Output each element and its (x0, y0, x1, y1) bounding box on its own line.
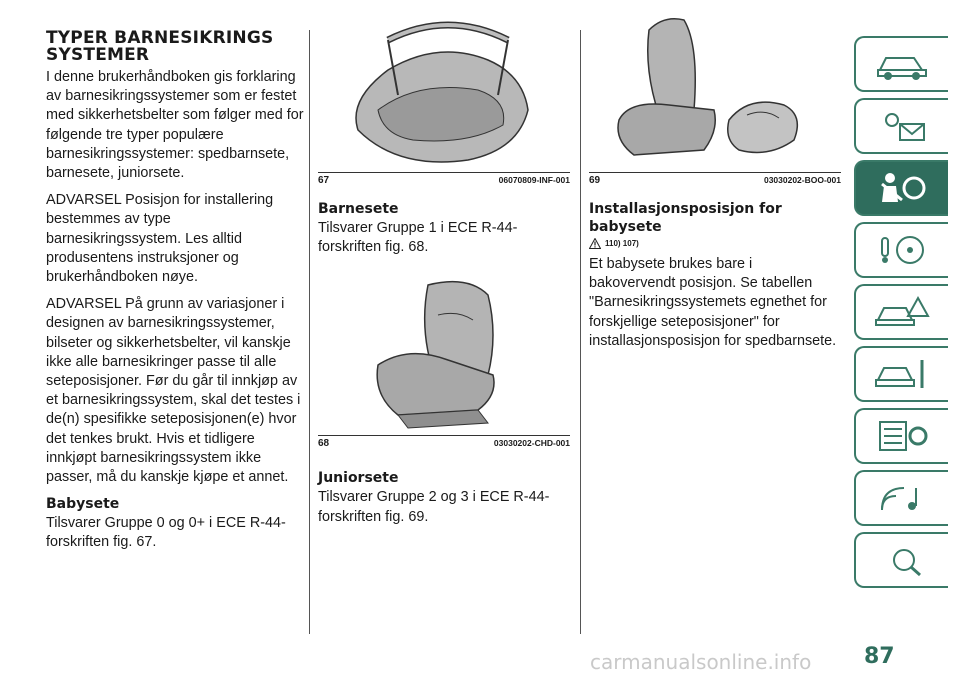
barnesete-title: Barnesete (318, 201, 399, 217)
figure-code: 06070809-INF-001 (498, 175, 570, 185)
warning-paragraph-1: ADVARSEL Posisjon for installering bestemmes av type barnesikringssystem. Les alltid produsentens instruksjoner og brukerhåndboken nøye. (46, 192, 274, 286)
install-title: Installasjonsposisjon for babysete (589, 201, 782, 235)
babysete-text: Tilsvarer Gruppe 0 og 0+ i ECE R-44-forskriften fig. 67. (46, 515, 286, 551)
figure-code: 03030202-BOO-001 (763, 175, 841, 185)
column-left (46, 30, 308, 561)
barnesete-text: Tilsvarer Gruppe 1 i ECE R-44-forskriften fig. 68. (318, 220, 518, 256)
figure-caption (318, 175, 570, 186)
car-overview-icon (872, 46, 932, 82)
chapter-sidebar (854, 36, 950, 594)
figure-68 (318, 275, 570, 449)
figure-code: 03030202-CHD-001 (493, 438, 570, 449)
juniorsete-text: Tilsvarer Gruppe 2 og 3 i ECE R-44-forskriften fig. 69. (318, 489, 550, 525)
babysete-title: Babysete (46, 496, 120, 513)
tab-technical-data[interactable] (854, 408, 948, 464)
tab-index[interactable] (854, 532, 948, 588)
warning-lights-icon (872, 108, 932, 144)
figure-67 (318, 0, 570, 186)
tab-warning-lights[interactable] (854, 98, 948, 154)
warning-ref-numbers: 110) 107) (605, 239, 639, 248)
figure-number: 69 (589, 175, 601, 186)
column-divider-1 (309, 30, 310, 634)
child-seat-illustration (318, 275, 570, 435)
tab-car-overview[interactable] (854, 36, 948, 92)
warning-triangle-icon (589, 238, 601, 249)
infant-carrier-illustration (318, 0, 570, 172)
figure-number: 67 (318, 175, 330, 186)
emergency-icon (872, 294, 932, 330)
page-number: 87 (864, 644, 895, 669)
caption-rule (589, 172, 841, 173)
figure-caption (318, 438, 570, 449)
tab-starting-driving[interactable] (854, 222, 948, 278)
figure-number: 68 (318, 438, 330, 450)
caption-rule (318, 435, 570, 436)
multimedia-icon (872, 480, 932, 516)
figure-caption (589, 175, 841, 186)
watermark-text: carmanualsonline.info (590, 650, 812, 674)
index-icon (872, 542, 932, 578)
tab-maintenance[interactable] (854, 346, 948, 402)
technical-data-icon (872, 418, 932, 454)
juniorsete-title: Juniorsete (318, 470, 399, 487)
booster-seat-illustration (589, 0, 841, 172)
tab-safety[interactable] (854, 160, 948, 216)
install-text: Et babysete brukes bare i bakovervendt posisjon. Se tabellen "Barnesikringssystemets egnethet for forskjellige seteposisjoner" for installasjonsposisjon for spedbarnsete. (589, 256, 837, 349)
warning-refs (589, 238, 841, 249)
safety-airbag-icon (872, 170, 932, 206)
column-right (589, 0, 841, 359)
intro-paragraph: I denne brukerhåndboken gis forklaring av barnesikringssystemer som er festet med sikkerhetsbelter som følger med for følgende tre typer populære barnesikringssystemer: spedbarnsete, barnesete, juniorsete. (46, 69, 304, 182)
warning-paragraph-2: ADVARSEL På grunn av variasjoner i designen av barnesikringssystemer, bilseter og sikkerhetsbelter, vil kanskje ikke alle barnesikringer passe til alle seteposisjoner. Før du går til innkjøp av et barnesikringssystem, skal det testes i de(n) spesifikke seteposisjonen(e) hvor det tenkes brukt. Hvis et tidligere innkjøpt barnesikringssystem ikke passer, må du kanskje kjøpe et annet. (46, 296, 301, 486)
tab-emergency[interactable] (854, 284, 948, 340)
section-heading: TYPER BARNESIKRINGS SYSTEMER (46, 28, 274, 65)
column-middle (318, 0, 570, 535)
maintenance-icon (872, 356, 932, 392)
caption-rule (318, 172, 570, 173)
figure-69 (589, 0, 841, 186)
tab-multimedia[interactable] (854, 470, 948, 526)
column-divider-2 (580, 30, 581, 634)
starting-driving-icon (872, 232, 932, 268)
